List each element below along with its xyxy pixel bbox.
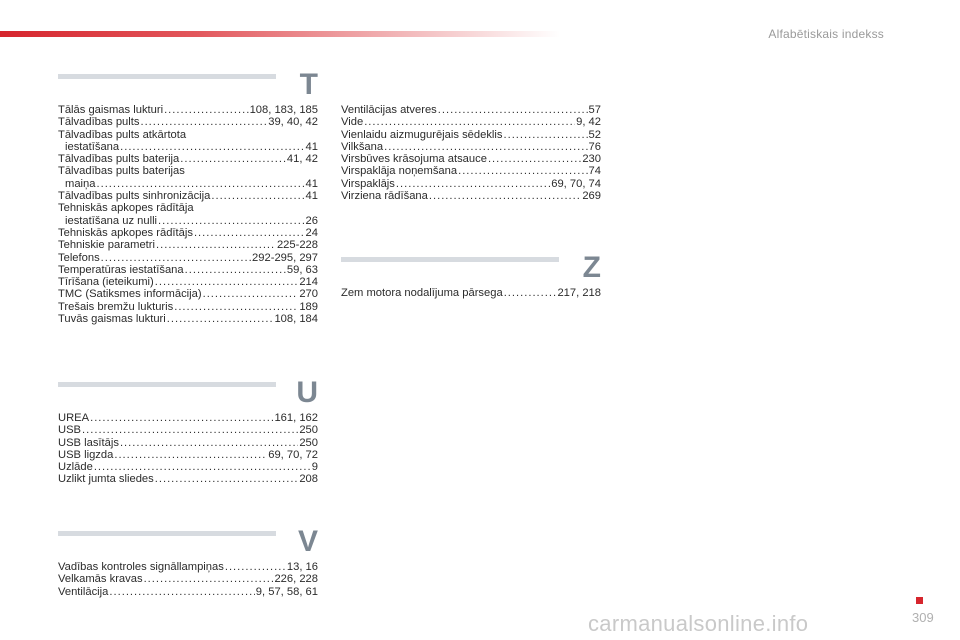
index-entries (58, 412, 318, 486)
index-entry (58, 264, 318, 276)
entry-page[interactable]: 39, 40, 42 (268, 116, 318, 129)
index-entry (58, 141, 318, 153)
dot-leader (203, 288, 299, 300)
index-entry (58, 473, 318, 485)
index-entries (58, 104, 318, 325)
entry-page[interactable]: 24 (305, 226, 318, 239)
dot-leader (114, 449, 267, 461)
entry-term: Trešais bremžu lukturis (58, 300, 174, 313)
entry-term: USB ligzda (58, 448, 114, 461)
section-letter: V (297, 525, 318, 558)
entry-term: Velkamās kravas (58, 573, 143, 586)
dot-leader (384, 141, 587, 153)
entry-page[interactable]: 226, 228 (274, 573, 318, 586)
dot-leader (158, 215, 305, 227)
entry-page[interactable]: 292-295, 297 (252, 251, 318, 264)
entry-term: Vadības kontroles signāllampiņas (58, 561, 224, 573)
index-entry (58, 116, 318, 128)
index-entries (58, 561, 318, 598)
section-rule (58, 74, 276, 79)
entry-term: Vide (341, 116, 364, 129)
entry-term: Tehniskās apkopes rādītājs (58, 226, 193, 239)
section-rule (58, 531, 276, 536)
dot-leader (101, 252, 251, 264)
header-accent-bar (0, 31, 560, 37)
index-entries (341, 287, 601, 299)
entry-page[interactable]: 250 (299, 436, 318, 449)
dot-leader (155, 276, 299, 288)
entry-term: Vilkšana (341, 140, 384, 153)
entry-page[interactable]: 161, 162 (274, 412, 318, 424)
index-entry (58, 190, 318, 202)
dot-leader (488, 153, 581, 165)
index-entry (58, 178, 318, 190)
entry-term: TMC (Satiksmes informācija) (58, 288, 202, 301)
entry-term: UREA (58, 412, 90, 424)
index-entry (341, 178, 601, 190)
index-entry (341, 129, 601, 141)
entry-page[interactable]: 9, 57, 58, 61 (255, 585, 318, 598)
entry-page[interactable]: 214 (299, 276, 318, 289)
index-entry (58, 239, 318, 251)
entry-term: Uzlikt jumta sliedes (58, 473, 154, 486)
entry-term: USB lasītājs (58, 436, 119, 449)
index-entry (58, 129, 318, 141)
watermark: carmanualsonline.info (588, 611, 809, 636)
index-entry (58, 165, 318, 177)
index-entries (341, 104, 601, 202)
dot-leader (164, 104, 248, 116)
page-marker (916, 597, 923, 604)
dot-leader (396, 178, 550, 190)
entry-page[interactable]: 108, 184 (274, 313, 318, 326)
dot-leader (364, 116, 575, 128)
entry-page[interactable]: 208 (299, 473, 318, 486)
dot-leader (458, 165, 587, 177)
index-entry (341, 104, 601, 116)
index-entry (58, 437, 318, 449)
index-entry (58, 288, 318, 300)
entry-page[interactable]: 41 (305, 140, 318, 153)
dot-leader (120, 141, 304, 153)
page-number: 309 (912, 610, 934, 625)
entry-page[interactable]: 217, 218 (557, 287, 601, 299)
entry-term: Virspaklājs (341, 177, 395, 190)
index-entry (341, 190, 601, 202)
index-entry (341, 287, 601, 299)
index-entry (58, 153, 318, 165)
dot-leader (211, 190, 304, 202)
entry-term: Tīrīšana (ieteikumi) (58, 276, 154, 289)
entry-term: Tālvadības pults baterijas (58, 165, 185, 178)
index-entry (58, 301, 318, 313)
entry-page[interactable]: 59, 63 (286, 263, 318, 276)
entry-page[interactable]: 41 (305, 177, 318, 190)
section-letter: U (296, 376, 318, 409)
entry-page[interactable]: 108, 183, 185 (249, 104, 318, 116)
index-entry (341, 141, 601, 153)
index-entry (58, 449, 318, 461)
section-rule (341, 257, 559, 262)
index-entry (58, 215, 318, 227)
entry-page[interactable]: 250 (299, 424, 318, 437)
entry-term: Vienlaidu aizmugurējais sēdeklis (341, 128, 503, 141)
index-entry (58, 276, 318, 288)
entry-page[interactable]: 9, 42 (576, 116, 601, 129)
entry-term: Virziena rādīšana (341, 190, 428, 203)
index-entry (58, 461, 318, 473)
entry-term: iestatīšana uz nulli (65, 214, 158, 227)
entry-term: Virspaklāja noņemšana (341, 165, 458, 178)
dot-leader (503, 129, 587, 141)
entry-term: Tehniskās apkopes rādītāja (58, 202, 194, 215)
entry-term: Tālvadības pults baterija (58, 153, 180, 166)
index-entry (341, 116, 601, 128)
entry-term: Zem motora nodalījuma pārsega (341, 287, 503, 299)
entry-page[interactable]: 52 (588, 128, 601, 141)
index-entry (58, 202, 318, 214)
dot-leader (429, 190, 581, 202)
entry-page[interactable]: 189 (299, 300, 318, 313)
dot-leader (94, 461, 311, 473)
dot-leader (155, 473, 299, 485)
dot-leader (156, 239, 276, 251)
entry-term: maiņa (65, 177, 96, 190)
entry-page[interactable]: 26 (305, 214, 318, 227)
entry-term: USB (58, 424, 82, 437)
entry-term: Virsbūves krāsojuma atsauce (341, 153, 487, 166)
entry-page[interactable]: 69, 70, 74 (551, 177, 601, 190)
section-letter: Z (582, 251, 601, 284)
entry-page[interactable]: 13, 16 (286, 561, 318, 573)
entry-page[interactable]: 69, 70, 72 (268, 448, 318, 461)
index-entry (58, 252, 318, 264)
entry-page[interactable]: 41, 42 (286, 153, 318, 166)
dot-leader (140, 116, 267, 128)
section-letter: T (299, 68, 318, 101)
dot-leader (194, 227, 305, 239)
entry-page[interactable]: 74 (588, 165, 601, 178)
index-entry (58, 573, 318, 585)
dot-leader (225, 561, 286, 573)
index-entry (58, 586, 318, 598)
dot-leader (120, 437, 298, 449)
index-entry (341, 153, 601, 165)
dot-leader (96, 178, 304, 190)
entry-term: iestatīšana (65, 140, 120, 153)
index-entry (58, 561, 318, 573)
entry-term: Temperatūras iestatīšana (58, 263, 184, 276)
dot-leader (504, 287, 557, 299)
entry-page[interactable]: 230 (582, 153, 601, 166)
dot-leader (82, 424, 298, 436)
entry-term: Ventilācijas atveres (341, 104, 437, 116)
entry-page[interactable]: 9 (311, 461, 318, 474)
index-entry (58, 424, 318, 436)
entry-term: Ventilācija (58, 585, 109, 598)
header-title: Alfabētiskais indekss (768, 27, 884, 41)
dot-leader (174, 301, 298, 313)
entry-term: Telefons (58, 251, 100, 264)
entry-term: Tālās gaismas lukturi (58, 104, 164, 116)
dot-leader (144, 573, 274, 585)
entry-page[interactable]: 225-228 (276, 239, 318, 252)
entry-page[interactable]: 76 (588, 140, 601, 153)
dot-leader (180, 153, 286, 165)
section-rule (58, 382, 276, 387)
dot-leader (167, 313, 274, 325)
entry-term: Tālvadības pults (58, 116, 140, 129)
entry-term: Tehniskie parametri (58, 239, 155, 252)
entry-page[interactable]: 41 (305, 190, 318, 203)
index-entry (58, 313, 318, 325)
entry-term: Tuvās gaismas lukturi (58, 313, 166, 326)
dot-leader (109, 586, 254, 598)
entry-page[interactable]: 270 (299, 288, 318, 301)
index-entry (58, 227, 318, 239)
index-entry (58, 412, 318, 424)
entry-page[interactable]: 269 (582, 190, 601, 203)
index-entry (341, 165, 601, 177)
entry-page[interactable]: 57 (588, 104, 601, 116)
entry-term: Uzlāde (58, 461, 93, 474)
index-entry (58, 104, 318, 116)
dot-leader (90, 412, 273, 424)
dot-leader (185, 264, 286, 276)
entry-term: Tālvadības pults atkārtota (58, 128, 187, 141)
entry-term: Tālvadības pults sinhronizācija (58, 190, 211, 203)
dot-leader (438, 104, 588, 116)
